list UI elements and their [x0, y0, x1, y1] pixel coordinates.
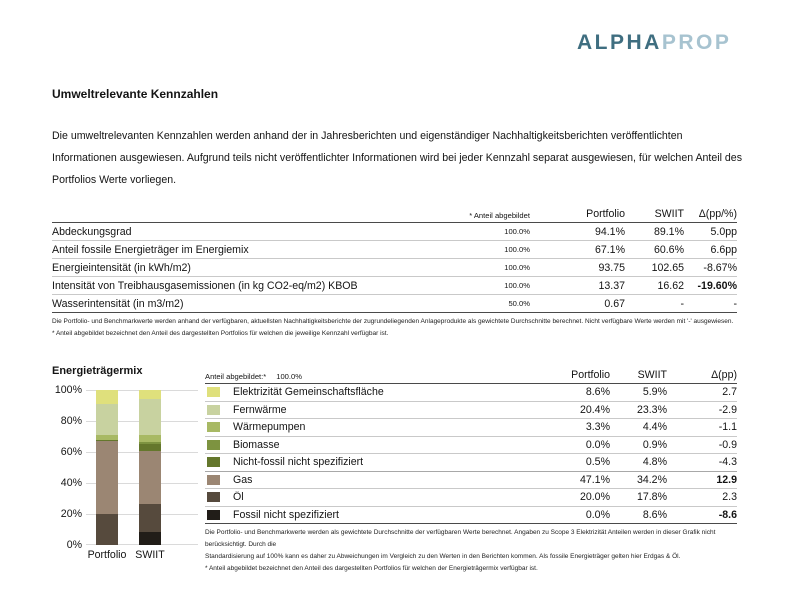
delta-value: -19.60%: [697, 279, 737, 292]
footnote-line: * Anteil abgebildet bezeichnet den Anteil des dargestellten Portfolios für welchen der Energieträgermix verfügbar ist.: [205, 565, 538, 572]
bar-segment: [96, 404, 118, 436]
swiit-value: 17.8%: [636, 491, 667, 504]
logo-text-prop: PROP: [661, 31, 732, 54]
legend-color-swatch: [207, 457, 220, 467]
table-row: [52, 277, 737, 295]
portfolio-value: 20.4%: [579, 403, 610, 416]
bar-segment: [139, 504, 161, 532]
swiit-value: 34.2%: [636, 473, 667, 486]
portfolio-value: 93.75: [598, 261, 625, 274]
portfolio-value: 47.1%: [579, 473, 610, 486]
column-header-delta: Δ(pp): [711, 369, 737, 381]
swiit-value: 0.9%: [642, 438, 667, 451]
stacked-bar-chart: [86, 390, 198, 545]
portfolio-value: 3.3%: [585, 421, 610, 434]
table-row: [205, 402, 737, 420]
table-row: [205, 507, 737, 525]
table-row: [205, 419, 737, 437]
bar-segment: [96, 441, 118, 514]
table-row: [205, 454, 737, 472]
swiit-value: 8.6%: [642, 508, 667, 521]
legend-color-swatch: [207, 405, 220, 415]
row-label: Öl: [233, 491, 244, 504]
swiit-value: 60.6%: [653, 243, 684, 256]
column-header-portfolio: Portfolio: [586, 208, 625, 220]
swiit-value: 4.4%: [642, 421, 667, 434]
delta-value: 2.7: [722, 386, 737, 399]
table-row: [205, 472, 737, 490]
portfolio-value: 67.1%: [594, 243, 625, 256]
bar-segment: [139, 444, 161, 451]
delta-value: -0.9: [718, 438, 737, 451]
logo-text-alpha: ALPHA: [577, 31, 662, 54]
portfolio-value: 20.0%: [579, 491, 610, 504]
bar-segment: [96, 514, 118, 545]
delta-value: 12.9: [716, 473, 737, 486]
bar-segment: [139, 399, 161, 435]
table-row: [205, 489, 737, 507]
x-axis-label-swiit: SWIIT: [135, 549, 165, 561]
swiit-value: 89.1%: [653, 225, 684, 238]
delta-value: -4.3: [718, 456, 737, 469]
delta-value: -8.6: [718, 508, 737, 521]
table-row: [205, 437, 737, 455]
bar-segment: [96, 390, 118, 403]
energiemix-table-rows: [205, 384, 737, 524]
legend-color-swatch: [207, 492, 220, 502]
column-header-delta: Δ(pp/%): [698, 208, 737, 220]
delta-value: -8.67%: [703, 261, 737, 274]
kennzahlen-table-rows: [52, 223, 737, 313]
legend-color-swatch: [207, 387, 220, 397]
column-header-anteil: * Anteil abgebildet: [469, 211, 530, 220]
column-header-portfolio: Portfolio: [571, 369, 610, 381]
swiit-value: 5.9%: [642, 386, 667, 399]
swiit-value: 23.3%: [636, 403, 667, 416]
legend-color-swatch: [207, 440, 220, 450]
row-label: Fernwärme: [233, 403, 287, 416]
row-label: Nicht-fossil nicht spezifiziert: [233, 456, 364, 469]
row-label: Biomasse: [233, 438, 280, 451]
portfolio-value: 0.5%: [585, 456, 610, 469]
page-title: Umweltrelevante Kennzahlen: [52, 87, 219, 101]
energiemix-table: [205, 369, 737, 575]
legend-color-swatch: [207, 475, 220, 485]
row-label: Energieintensität (in kWh/m2): [52, 261, 191, 274]
header-anteil-abgebildet: [205, 372, 535, 381]
kennzahlen-table-header: [52, 204, 737, 223]
row-label: Gas: [233, 473, 253, 486]
stacked-bar-portfolio: [96, 390, 118, 545]
row-label: Anteil fossile Energieträger im Energiemix: [52, 243, 249, 256]
swiit-value: -: [680, 297, 684, 310]
swiit-value: 16.62: [657, 279, 684, 292]
y-tick-label: 20%: [60, 508, 82, 520]
alphaprop-logo: [577, 31, 731, 55]
footnote-line: Standardisierung auf 100% kann es daher zu Abweichungen im Vergleich zu den Werten in den Berichten kommen. Als fossile Energieträger gelten hier Erdgas & Öl.: [205, 553, 681, 560]
row-label: Wärmepumpen: [233, 421, 306, 434]
legend-color-swatch: [207, 510, 220, 520]
delta-value: 6.6pp: [710, 243, 737, 256]
delta-value: 2.3: [722, 491, 737, 504]
bar-segment: [139, 390, 161, 399]
row-label: Elektrizität Gemeinschaftsfläche: [233, 386, 384, 399]
row-label: Wasserintensität (in m3/m2): [52, 297, 184, 310]
table-row: [52, 295, 737, 313]
portfolio-value: 0.0%: [585, 438, 610, 451]
row-label: Intensität von Treibhausgasemissionen (in kg CO2-eq/m2) KBOB: [52, 279, 358, 292]
header-anteil-value: 100.0%: [276, 372, 302, 381]
footnote-line: Die Portfolio- und Benchmarkwerte werden anhand der verfügbaren, aktuellsten Nachhaltigkeitsberichte der zugrundeliegenden Anlageprodukte als gewichtete Durchschnitte berechnet. Nicht verfügbare Werte werden mit '-' ausgewiesen.: [52, 318, 734, 325]
column-header-swiit: SWIIT: [654, 208, 684, 220]
column-header-swiit: SWIIT: [637, 369, 667, 381]
kennzahlen-footnotes: [52, 316, 737, 340]
delta-value: 5.0pp: [710, 225, 737, 238]
table-row: [205, 384, 737, 402]
row-label: Abdeckungsgrad: [52, 225, 132, 238]
chart-title: Energieträgermix: [52, 365, 143, 377]
swiit-value: 102.65: [651, 261, 684, 274]
bar-segment: [139, 532, 161, 545]
footnote-line: Die Portfolio- und Benchmarkwerte werden als gewichtete Durchschnitte der verfügbaren Werte berechnet. Angaben zu Scope 3 Elektrizität Anteilen werden in dieser Grafik nicht berücksichtigt. Durch die: [205, 529, 716, 548]
energiemix-table-header: [205, 369, 737, 384]
y-tick-label: 40%: [60, 477, 82, 489]
kennzahlen-table: [52, 204, 737, 340]
row-label: Fossil nicht spezifiziert: [233, 508, 339, 521]
anteil-value: 100.0%: [504, 263, 530, 272]
table-row: [52, 259, 737, 277]
footnote-line: * Anteil abgebildet bezeichnet den Anteil des dargestellten Portfolios für welchen die jeweilige Kennzahl verfügbar ist.: [52, 330, 389, 337]
y-tick-label: 100%: [54, 384, 82, 396]
y-tick-label: 80%: [60, 415, 82, 427]
swiit-value: 4.8%: [642, 456, 667, 469]
y-tick-label: 60%: [60, 446, 82, 458]
legend-color-swatch: [207, 422, 220, 432]
anteil-value: 100.0%: [504, 227, 530, 236]
table-row: [52, 223, 737, 241]
portfolio-value: 8.6%: [585, 386, 610, 399]
portfolio-value: 13.37: [598, 279, 625, 292]
portfolio-value: 0.0%: [585, 508, 610, 521]
header-anteil-label: Anteil abgebildet:*: [205, 372, 267, 381]
bar-segment: [139, 435, 161, 442]
chart-y-axis: [40, 0, 82, 595]
delta-value: -2.9: [718, 403, 737, 416]
portfolio-value: 0.67: [604, 297, 625, 310]
delta-value: -1.1: [718, 421, 737, 434]
anteil-value: 50.0%: [508, 299, 530, 308]
anteil-value: 100.0%: [504, 245, 530, 254]
stacked-bar-swiit: [139, 390, 161, 545]
table-row: [52, 241, 737, 259]
anteil-value: 100.0%: [504, 281, 530, 290]
bar-segment: [139, 451, 161, 504]
intro-paragraph: Die umweltrelevanten Kennzahlen werden anhand der in Jahresberichten und eigenständiger Nachhaltigkeitsberichten veröffentlichten Informationen ausgewiesen. Aufgrund teils nicht veröffentlichter Informationen wird bei jeder Kennzahl separat ausgewiesen, für welchen Anteil des Portfolios Werte vorliegen.: [52, 130, 742, 186]
y-tick-label: 0%: [66, 539, 82, 551]
x-axis-label-portfolio: Portfolio: [87, 549, 127, 561]
portfolio-value: 94.1%: [594, 225, 625, 238]
energiemix-footnotes: [205, 527, 737, 575]
delta-value: -: [733, 297, 737, 310]
